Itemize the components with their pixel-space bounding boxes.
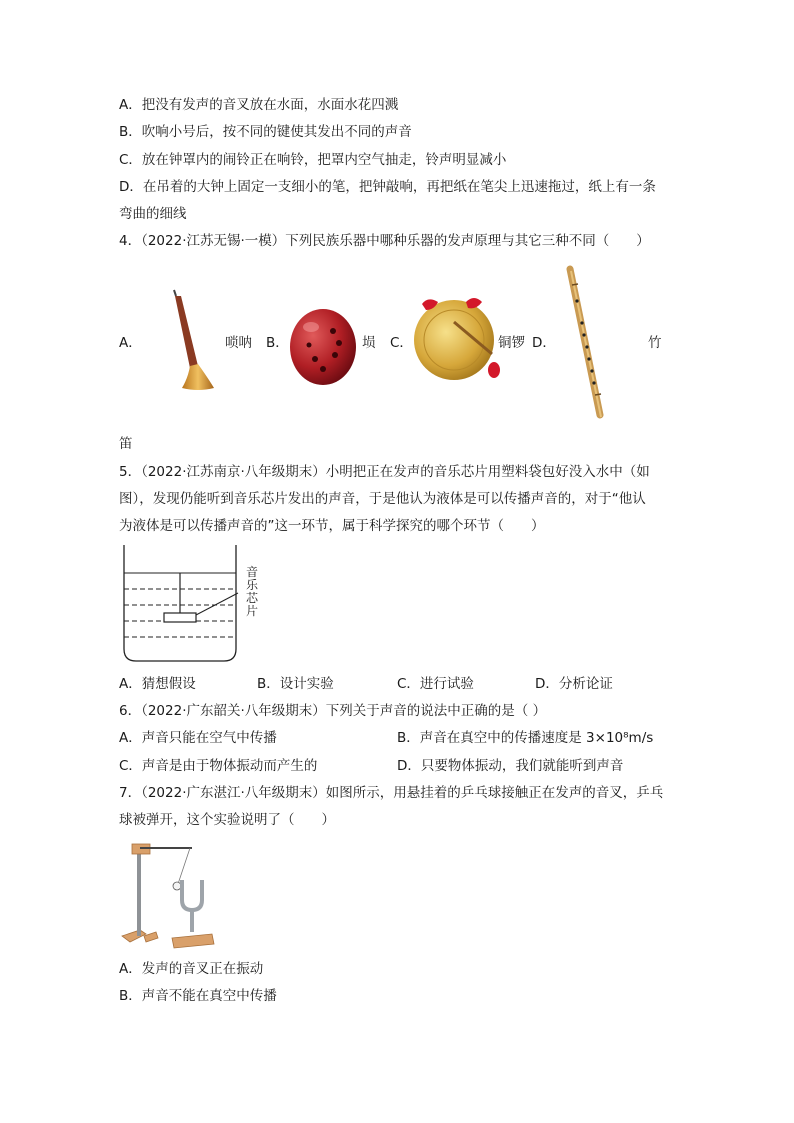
q5-option-b: B．设计实验: [257, 676, 334, 692]
q3-option-b: B．吹响小号后，按不同的键使其发出不同的声音: [119, 124, 412, 140]
q7-stem-line-2: 球被弹开，这个实验说明了（ ）: [119, 812, 335, 828]
label-char: 乐: [246, 578, 259, 592]
q6-option-a: A．声音只能在空气中传播: [119, 730, 277, 746]
q4-label-d: D．: [532, 335, 556, 351]
q4-label-c: C．: [390, 335, 413, 351]
q4-name-d: 竹: [648, 335, 662, 351]
q4-label-a: A．: [119, 335, 142, 351]
q6-option-c: C．声音是由于物体振动而产生的: [119, 758, 318, 774]
q3-option-c: C．放在钟罩内的闹铃正在响铃，把罩内空气抽走，铃声明显减小: [119, 152, 507, 168]
q4-name-a: 唢呐: [225, 335, 252, 351]
q5-stem-line-3: 为液体是可以传播声音的”这一环节，属于科学探究的哪个环节（ ）: [119, 518, 545, 534]
q7-stem-line-1: 7．（2022·广东湛江·八年级期末）如图所示，用悬挂着的乒乓球接触正在发声的音叉，乒乓: [119, 785, 664, 801]
q7-option-a: A．发声的音叉正在振动: [119, 961, 264, 977]
q6-stem: 6．（2022·广东韶关·八年级期末）下列关于声音的说法中正确的是（ ）: [119, 703, 547, 719]
q5-stem-line-2: 图），发现仍能听到音乐芯片发出的声音，于是他认为液体是可以传播声音的，对于“他认: [119, 491, 646, 507]
q4-name-d-cont: 笛: [119, 436, 133, 452]
q5-stem-line-1: 5．（2022·江苏南京·八年级期末）小明把正在发声的音乐芯片用塑料袋包好没入水中（如: [119, 464, 650, 480]
q4-name-b: 埙: [362, 335, 376, 351]
label-char: 音: [246, 565, 259, 579]
q7-option-b: B．声音不能在真空中传播: [119, 988, 277, 1004]
gong-image: [408, 292, 500, 384]
q6-option-d: D．只要物体振动，我们就能听到声音: [397, 758, 624, 774]
q4-stem: 4．（2022·江苏无锡·一模）下列民族乐器中哪种乐器的发声原理与其它三种不同（ ）: [119, 233, 650, 249]
q3-option-d-cont: 弯曲的细线: [119, 206, 187, 222]
q3-option-d: D．在吊着的大钟上固定一支细小的笔，把钟敲响，再把纸在笔尖上迅速拖过，纸上有一条: [119, 179, 656, 195]
xun-image: [287, 297, 359, 387]
water-container-diagram: [120, 543, 242, 665]
q3-option-a: A．把没有发声的音叉放在水面，水面水花四溅: [119, 97, 399, 113]
tuning-fork-experiment-image: [120, 840, 216, 950]
q5-option-d: D．分析论证: [535, 676, 613, 692]
suona-image: [168, 288, 218, 393]
q4-name-c: 铜锣: [498, 335, 525, 351]
q4-label-b: B．: [266, 335, 289, 351]
q5-option-c: C．进行试验: [397, 676, 474, 692]
q6-option-b: B．声音在真空中的传播速度是 3×10⁸m/s: [397, 730, 654, 746]
q5-option-a: A．猜想假设: [119, 676, 196, 692]
music-chip-label: [246, 566, 260, 618]
label-char: 芯: [246, 591, 259, 605]
label-char: 片: [246, 604, 259, 618]
bamboo-flute-image: [560, 265, 610, 425]
